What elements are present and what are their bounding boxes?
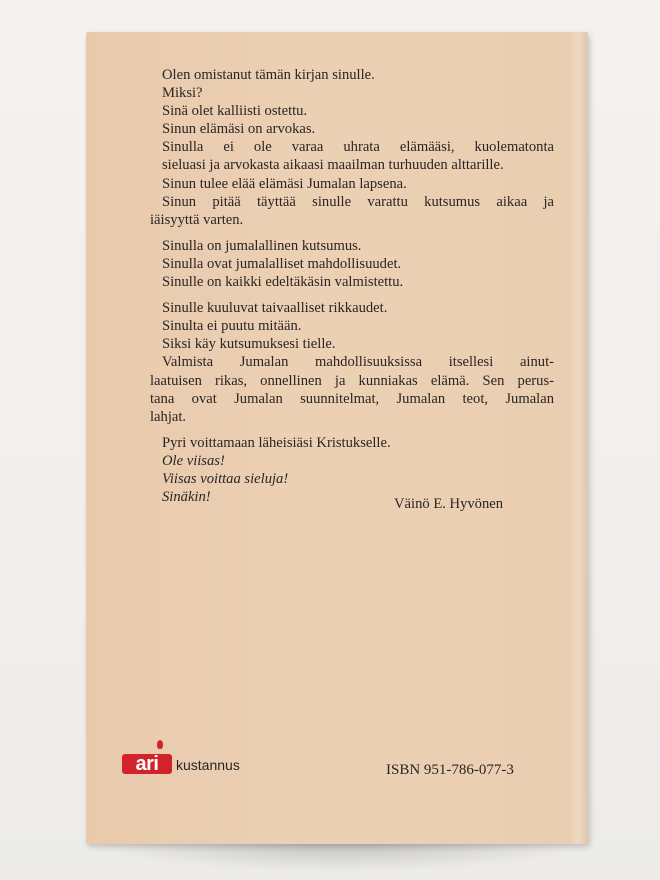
table-shadow — [90, 842, 590, 872]
paragraph-1 — [150, 66, 554, 229]
text-line: Sinulta ei puutu mitään. — [162, 318, 302, 335]
text-line: Sinun tulee elää elämäsi Jumalan lapsena. — [162, 175, 407, 192]
text-line: Sinun elämäsi on arvokas. — [162, 121, 316, 138]
text-line: lahjat. — [150, 408, 187, 425]
text-line: Olen omistanut tämän kirjan sinulle. — [162, 67, 375, 83]
isbn-number: ISBN 951-786-077-3 — [386, 762, 514, 778]
book-back-cover — [86, 32, 588, 844]
text-line: Sinulle kuuluvat taivaalliset rikkaudet. — [162, 300, 388, 317]
paragraph-3 — [150, 299, 554, 426]
text-line: sieluasi ja arvokasta aikaasi maailman turhuuden alttarille. — [162, 157, 504, 174]
text-line: Valmista Jumalan mahdollisuuksissa itsellesi ainut- — [162, 354, 554, 371]
text-line: laatuisen rikas, onnellinen ja kunniakas elämä. Sen perus- — [150, 372, 554, 389]
paragraph-2 — [162, 237, 554, 291]
text-line: Sinä olet kalliisti ostettu. — [162, 103, 308, 120]
cover-edge-highlight — [570, 32, 588, 844]
author-signature: Väinö E. Hyvönen — [394, 496, 504, 512]
logo-text: ari — [122, 754, 172, 774]
publisher-name: kustannus — [176, 757, 240, 773]
text-line: iäisyyttä varten. — [150, 211, 244, 228]
text-line: Sinulla ei ole varaa uhrata elämääsi, kuolematonta — [162, 139, 554, 156]
text-line: Pyri voittamaan läheisiäsi Kristukselle. — [162, 434, 391, 451]
publisher-mark — [122, 748, 240, 774]
text-line: Viisas voittaa sieluja! — [162, 470, 289, 487]
text-line: Sinulla on jumalallinen kutsumus. — [162, 237, 362, 254]
text-line: tana ovat Jumalan suunnitelmat, Jumalan teot, Jumalan — [150, 390, 554, 407]
text-line: Sinun pitää täyttää sinulle varattu kutsumus aikaa ja — [162, 193, 554, 210]
text-line: Siksi käy kutsumuksesi tielle. — [162, 336, 336, 353]
text-line: Sinäkin! — [162, 489, 211, 506]
text-line: Miksi? — [162, 85, 203, 102]
text-line: Sinulla ovat jumalalliset mahdollisuudet. — [162, 255, 402, 272]
dedication-text — [150, 66, 554, 506]
flame-icon — [157, 740, 163, 749]
ari-logo — [122, 748, 172, 774]
text-line: Sinulle on kaikki edeltäkäsin valmistettu. — [162, 274, 404, 291]
text-line: Ole viisas! — [162, 452, 225, 469]
